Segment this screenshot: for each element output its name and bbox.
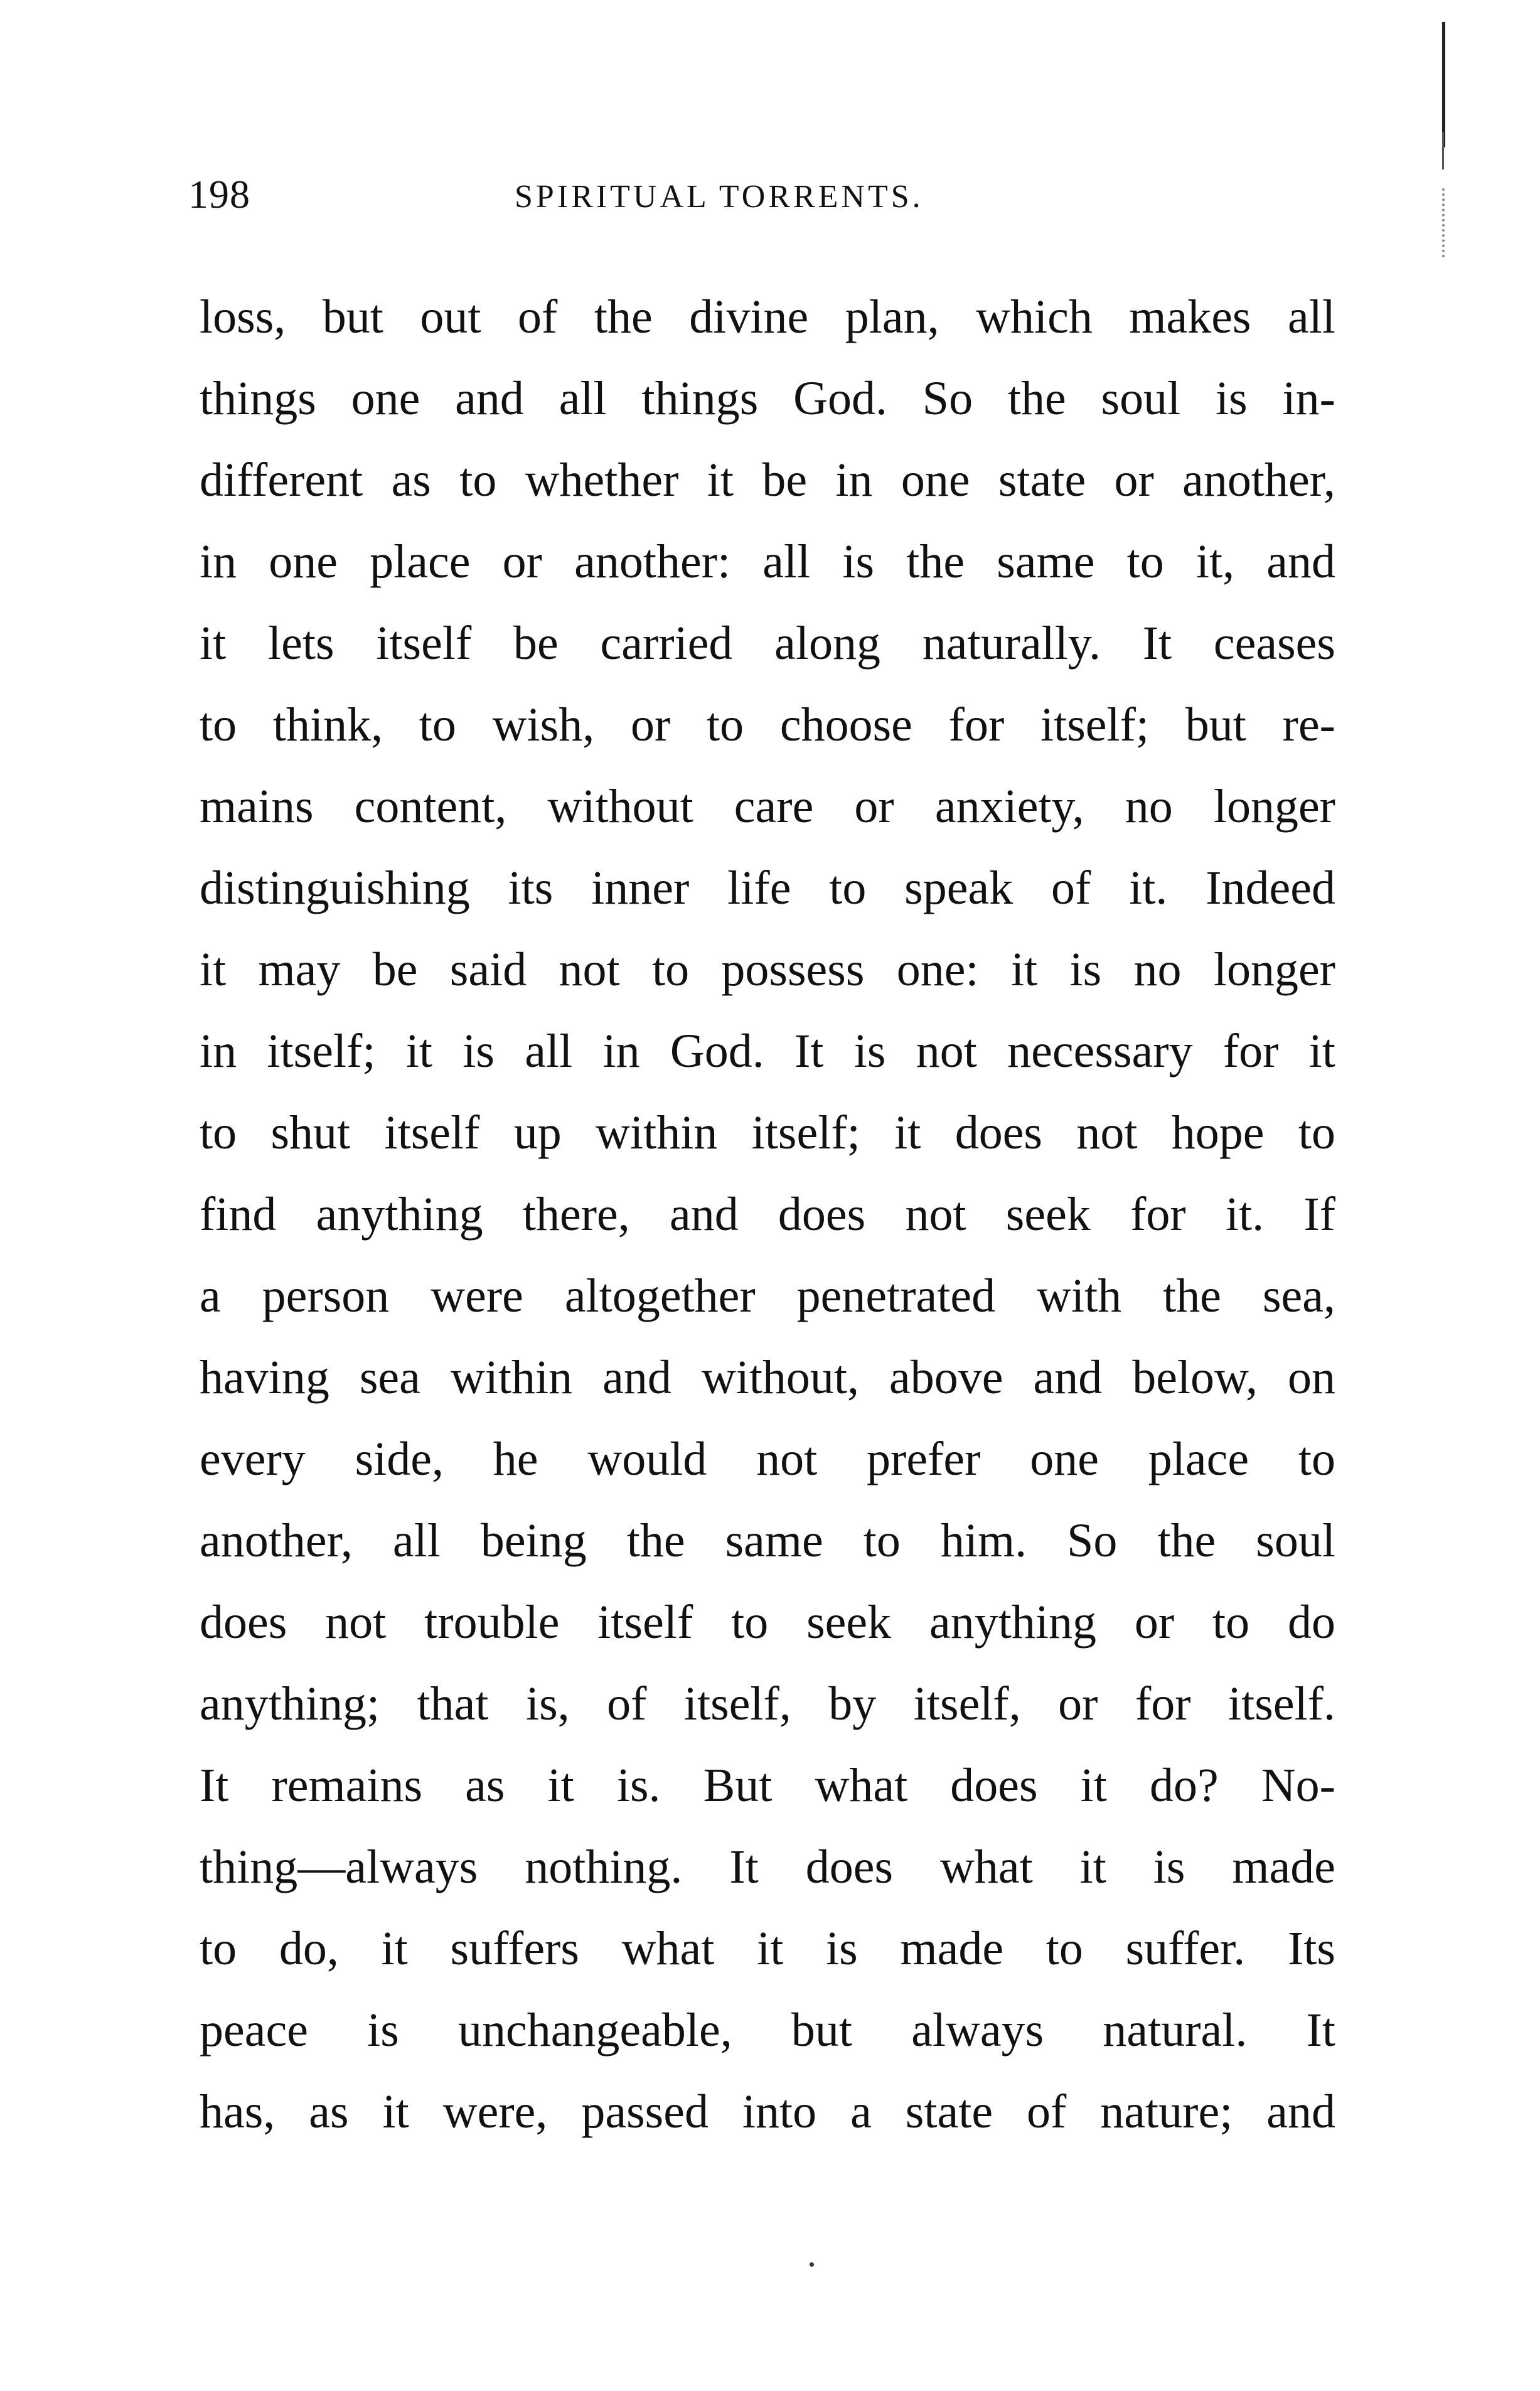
text-line: having sea within and without, above and below, on (200, 1351, 1335, 1404)
text-line: another, all being the same to him. So the soul (200, 1514, 1335, 1567)
page-header (188, 166, 1318, 223)
text-line: different as to whether it be in one state or another, (200, 454, 1335, 506)
text-line: loss, but out of the divine plan, which makes all (200, 291, 1335, 343)
text-line: It remains as it is. But what does it do? No- (200, 1759, 1335, 1812)
running-title: SPIRITUAL TORRENTS. (515, 179, 924, 215)
text-line: to shut itself up within itself; it does not hope to (200, 1106, 1335, 1159)
text-line: find anything there, and does not seek for it. If (200, 1188, 1335, 1241)
text-line: to do, it suffers what it is made to suffer. Its (200, 1922, 1335, 1975)
text-line: things one and all things God. So the soul is in- (200, 372, 1335, 425)
text-line: anything; that is, of itself, by itself, or for itself. (200, 1677, 1335, 1730)
text-line: to think, to wish, or to choose for itself; but re- (200, 698, 1335, 751)
text-line: thing—always nothing. It does what it is made (200, 1841, 1335, 1893)
body-text (200, 276, 1335, 2153)
text-line: mains content, without care or anxiety, no longer (200, 780, 1335, 833)
text-line: peace is unchangeable, but always natural. It (200, 2004, 1335, 2057)
text-line: in itself; it is all in God. It is not necessary for it (200, 1025, 1335, 1078)
text-line: it may be said not to possess one: it is no longer (200, 943, 1335, 996)
text-line: a person were altogether penetrated with the sea, (200, 1270, 1335, 1322)
margin-rule-lower (1442, 132, 1444, 169)
text-line: has, as it were, passed into a state of nature; and (200, 2085, 1335, 2138)
text-line: distinguishing its inner life to speak of it. Indeed (200, 862, 1335, 914)
text-line: it lets itself be carried along naturally. It ceases (200, 617, 1335, 670)
text-line: every side, he would not prefer one place to (200, 1433, 1335, 1485)
page-number: 198 (188, 172, 250, 217)
margin-dots (1442, 188, 1447, 257)
print-speck (810, 2262, 814, 2267)
text-line: does not trouble itself to seek anything or to do (200, 1596, 1335, 1649)
text-line: in one place or another: all is the same to it, and (200, 535, 1335, 588)
margin-rule (1442, 22, 1445, 147)
